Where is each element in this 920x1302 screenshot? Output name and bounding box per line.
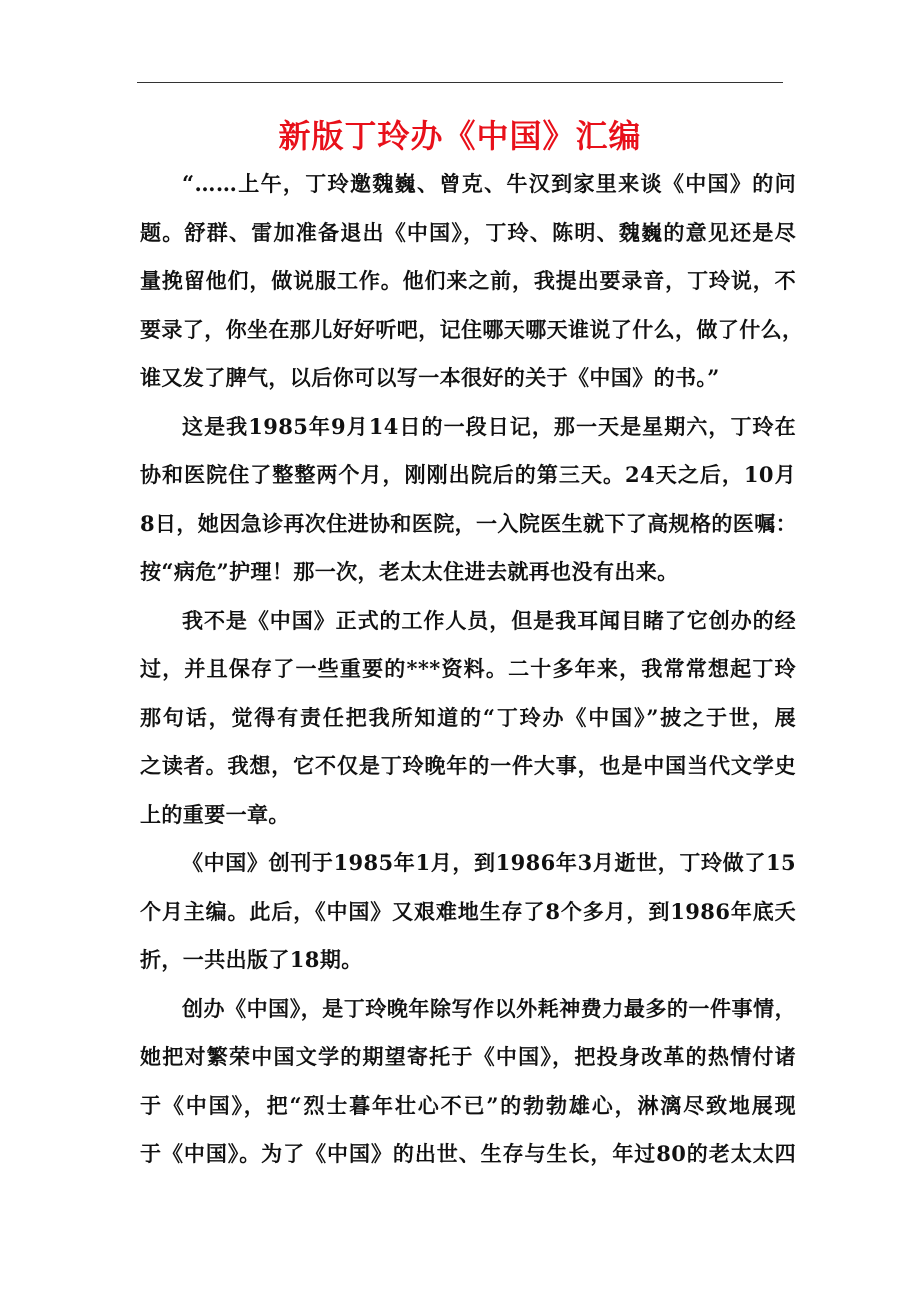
paragraph xyxy=(140,403,796,597)
text-line: “……上午，丁玲邀魏巍、曾克、牛汉到家里来谈《中国》的问 xyxy=(182,171,796,196)
text-line: 《中国》创刊于1985年1月，到1986年3月逝世，丁玲做了15 xyxy=(182,850,796,875)
text-line: 于《中国》。为了《中国》的出世、生存与生长，年过80的老太太四 xyxy=(140,1141,796,1166)
text-line: 于《中国》，把“烈士暮年壮心不已”的勃勃雄心，淋漓尽致地展现 xyxy=(140,1092,796,1118)
text-line: 过，并且保存了一些重要的***资料。二十多年来，我常常想起丁玲 xyxy=(140,656,796,681)
paragraph xyxy=(140,839,796,985)
text-line: 量挽留他们，做说服工作。他们来之前，我提出要录音，丁玲说，不 xyxy=(140,268,796,293)
text-line: 之读者。我想，它不仅是丁玲晚年的一件大事，也是中国当代文学史 xyxy=(140,753,796,778)
text-line: 协和医院住了整整两个月，刚刚出院后的第三天。24天之后，10月 xyxy=(140,462,796,487)
text-line: 8日，她因急诊再次住进协和医院，一入院医生就下了高规格的医嘱： xyxy=(140,510,798,536)
document-title: 新版丁玲办《中国》汇编 xyxy=(278,117,642,155)
paragraph xyxy=(140,985,796,1179)
text-line: 我不是《中国》正式的工作人员，但是我耳闻目睹了它创办的经 xyxy=(182,607,796,633)
text-line: 她把对繁荣中国文学的期望寄托于《中国》，把投身改革的热情付诸 xyxy=(140,1044,796,1069)
text-line: 创办《中国》，是丁玲晚年除写作以外耗神费力最多的一件事情， xyxy=(182,995,796,1021)
text-line: 上的重要一章。 xyxy=(140,801,290,827)
text-line: 这是我1985年9月14日的一段日记，那一天是星期六，丁玲在 xyxy=(182,413,796,439)
text-line: 谁又发了脾气，以后你可以写一本很好的关于《中国》的书。” xyxy=(140,365,720,390)
text-line: 折，一共出版了18期。 xyxy=(140,947,363,972)
text-line: 按“病危”护理！那一次，老太太住进去就再也没有出来。 xyxy=(140,559,679,584)
header-rule xyxy=(137,82,783,83)
document-body xyxy=(140,160,804,1179)
paragraph xyxy=(140,160,804,403)
text-line: 个月主编。此后，《中国》又艰难地生存了8个多月，到1986年底夭 xyxy=(140,898,796,924)
paragraph xyxy=(140,597,796,840)
text-line: 那句话，觉得有责任把我所知道的“丁玲办《中国》”披之于世，展 xyxy=(140,704,796,730)
text-line: 题。舒群、雷加准备退出《中国》，丁玲、陈明、魏巍的意见还是尽 xyxy=(140,219,796,245)
text-line: 要录了，你坐在那儿好好听吧，记住哪天哪天谁说了什么，做了什么， xyxy=(140,316,804,342)
